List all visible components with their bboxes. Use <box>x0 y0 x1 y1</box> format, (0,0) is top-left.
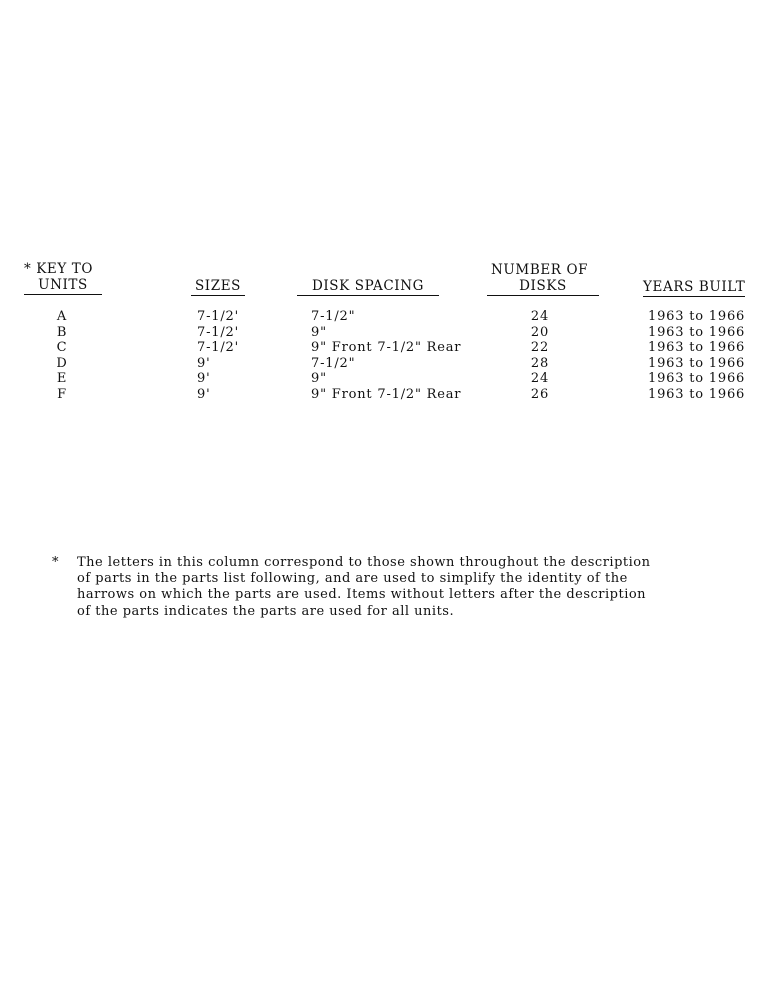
table-cell-years: 1963 to 1966 <box>648 355 746 371</box>
column-disk-spacing <box>311 309 461 403</box>
table-cell-size: 7-1/2' <box>197 340 239 356</box>
table-cell-disks: 24 <box>530 309 550 324</box>
header-years-built: YEARS BUILT <box>643 279 746 295</box>
header-key-line2: UNITS <box>24 277 102 295</box>
table-cell-disks: 22 <box>530 340 550 356</box>
table-cell-size: 9' <box>197 386 211 402</box>
header-disk-spacing: DISK SPACING <box>297 278 439 296</box>
table-cell-years: 1963 to 1966 <box>648 371 746 387</box>
table-cell-size: 9' <box>197 355 211 371</box>
table-cell-spacing: 7-1/2" <box>311 309 356 324</box>
table-cell-size: 7-1/2' <box>197 324 239 340</box>
column-sizes <box>197 309 239 403</box>
table-cell-years: 1963 to 1966 <box>648 386 746 402</box>
column-number-of-disks <box>522 309 558 403</box>
column-key <box>50 309 74 403</box>
table-cell-key: B <box>56 324 68 340</box>
header-sizes: SIZES <box>191 278 245 296</box>
table-cell-spacing: 9" Front 7-1/2" Rear <box>311 386 462 402</box>
table-cell-key: E <box>56 371 68 387</box>
footnote-line: harrows on which the parts are used. Items without letters after the description <box>77 587 647 603</box>
table-cell-disks: 26 <box>530 386 550 402</box>
table-cell-disks: 20 <box>530 324 550 340</box>
table-cell-key: C <box>56 340 68 356</box>
footnote-line: of the parts indicates the parts are used for all units. <box>77 603 455 619</box>
table-cell-key: F <box>57 386 67 402</box>
footnote-marker: * <box>52 555 59 570</box>
table-cell-years: 1963 to 1966 <box>648 309 746 324</box>
table-cell-key: D <box>56 355 68 371</box>
table-cell-years: 1963 to 1966 <box>648 324 746 340</box>
column-years-built <box>648 309 745 403</box>
footnote-text <box>77 555 737 620</box>
table-cell-years: 1963 to 1966 <box>648 340 746 356</box>
table-cell-disks: 24 <box>530 371 550 387</box>
table-cell-spacing: 9" <box>311 324 327 340</box>
table-cell-size: 7-1/2' <box>197 309 239 324</box>
header-number-line1: NUMBER OF <box>491 262 589 278</box>
table-cell-spacing: 9" Front 7-1/2" Rear <box>311 340 462 356</box>
header-key-line1: * KEY TO <box>24 261 94 277</box>
table-cell-key: A <box>56 309 68 324</box>
table-cell-size: 9' <box>197 371 211 387</box>
table-cell-disks: 28 <box>530 355 550 371</box>
table-cell-spacing: 7-1/2" <box>311 355 356 371</box>
header-number-line2: DISKS <box>487 278 599 296</box>
table-cell-spacing: 9" <box>311 371 327 387</box>
footnote-line: of parts in the parts list following, and are used to simplify the identity of the <box>77 571 628 587</box>
footnote-line: The letters in this column correspond to those shown throughout the description <box>77 555 651 570</box>
